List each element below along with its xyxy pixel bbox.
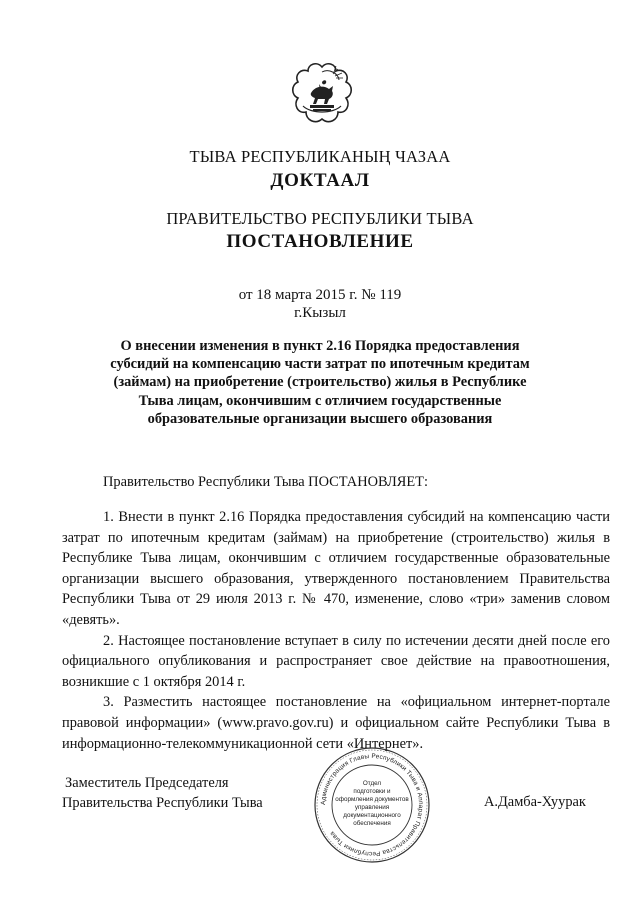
paragraph-3: 3. Разместить настоящее постановление на «официальном интернет-портале правовой информации» (www.pravo.gov.ru) и официальном сайте Республики Тыва в информационно-телекоммуникационной сети «Интернет».	[62, 694, 610, 752]
header-decree-title: ПОСТАНОВЛЕНИЕ	[226, 231, 414, 252]
signatory-position-line-1: Заместитель Председателя	[65, 775, 229, 791]
signatory-name: А.Дамба-Хуурак	[484, 794, 586, 810]
stamp-line-5: документационного	[343, 812, 401, 819]
decree-subject: О внесении изменения в пункт 2.16 Порядка предоставления субсидий на компенсацию части затрат по ипотечным кредитам (займам) на приобретение (строительство) жилья в Республике Тыва лицам, окончившим с отличием государственные образовательные организации высшего образования	[110, 338, 530, 427]
stamp-line-2: подготовки и	[353, 788, 391, 795]
stamp-line-1: Отдел	[362, 780, 382, 787]
header-government-name: ПРАВИТЕЛЬСТВО РЕСПУБЛИКИ ТЫВА	[166, 209, 474, 228]
stamp-ring-text: Администрация Главы Республики Тыва и Аппарат Правительства Республики Тыва	[319, 752, 425, 858]
signatory-position	[62, 773, 263, 813]
paragraph-1: 1. Внести в пункт 2.16 Порядка предоставления субсидий на компенсацию части затрат по ипотечным кредитам (займам) на приобретение (строительство) жилья в Республике Тыва лицам, окончившим с отличием государственные образовательные организации высшего образования, утвержденного постановлением Правительства Республики Тыва от 29 июля 2013 г. № 470, изменение, слово «три» заменив словом «девять».	[62, 509, 610, 628]
decree-intro: Правительство Республики Тыва ПОСТАНОВЛЯЕТ:	[103, 474, 428, 490]
official-seal-icon	[312, 745, 432, 865]
stamp-line-6: обеспечения	[353, 820, 391, 827]
header-tuvan-government: ТЫВА РЕСПУБЛИКАНЫҢ ЧАЗАА	[189, 147, 451, 166]
header-tuvan-decree: ДОКТААЛ	[270, 170, 370, 191]
paragraph-2: 2. Настоящее постановление вступает в силу по истечении десяти дней после его официального опубликования и распространяет свое действие на правоотношения, возникшие с 1 октября 2014 г.	[62, 632, 610, 690]
stamp-line-3: оформления документов	[335, 796, 409, 803]
decree-city: г.Кызыл	[294, 305, 346, 321]
tuva-coat-of-arms-icon	[289, 60, 355, 132]
decree-body	[62, 507, 610, 754]
signatory-position-line-2: Правительства Республики Тыва	[62, 795, 263, 811]
stamp-line-4: управления	[354, 804, 390, 811]
decree-date-number: от 18 марта 2015 г. № 119	[238, 287, 402, 303]
